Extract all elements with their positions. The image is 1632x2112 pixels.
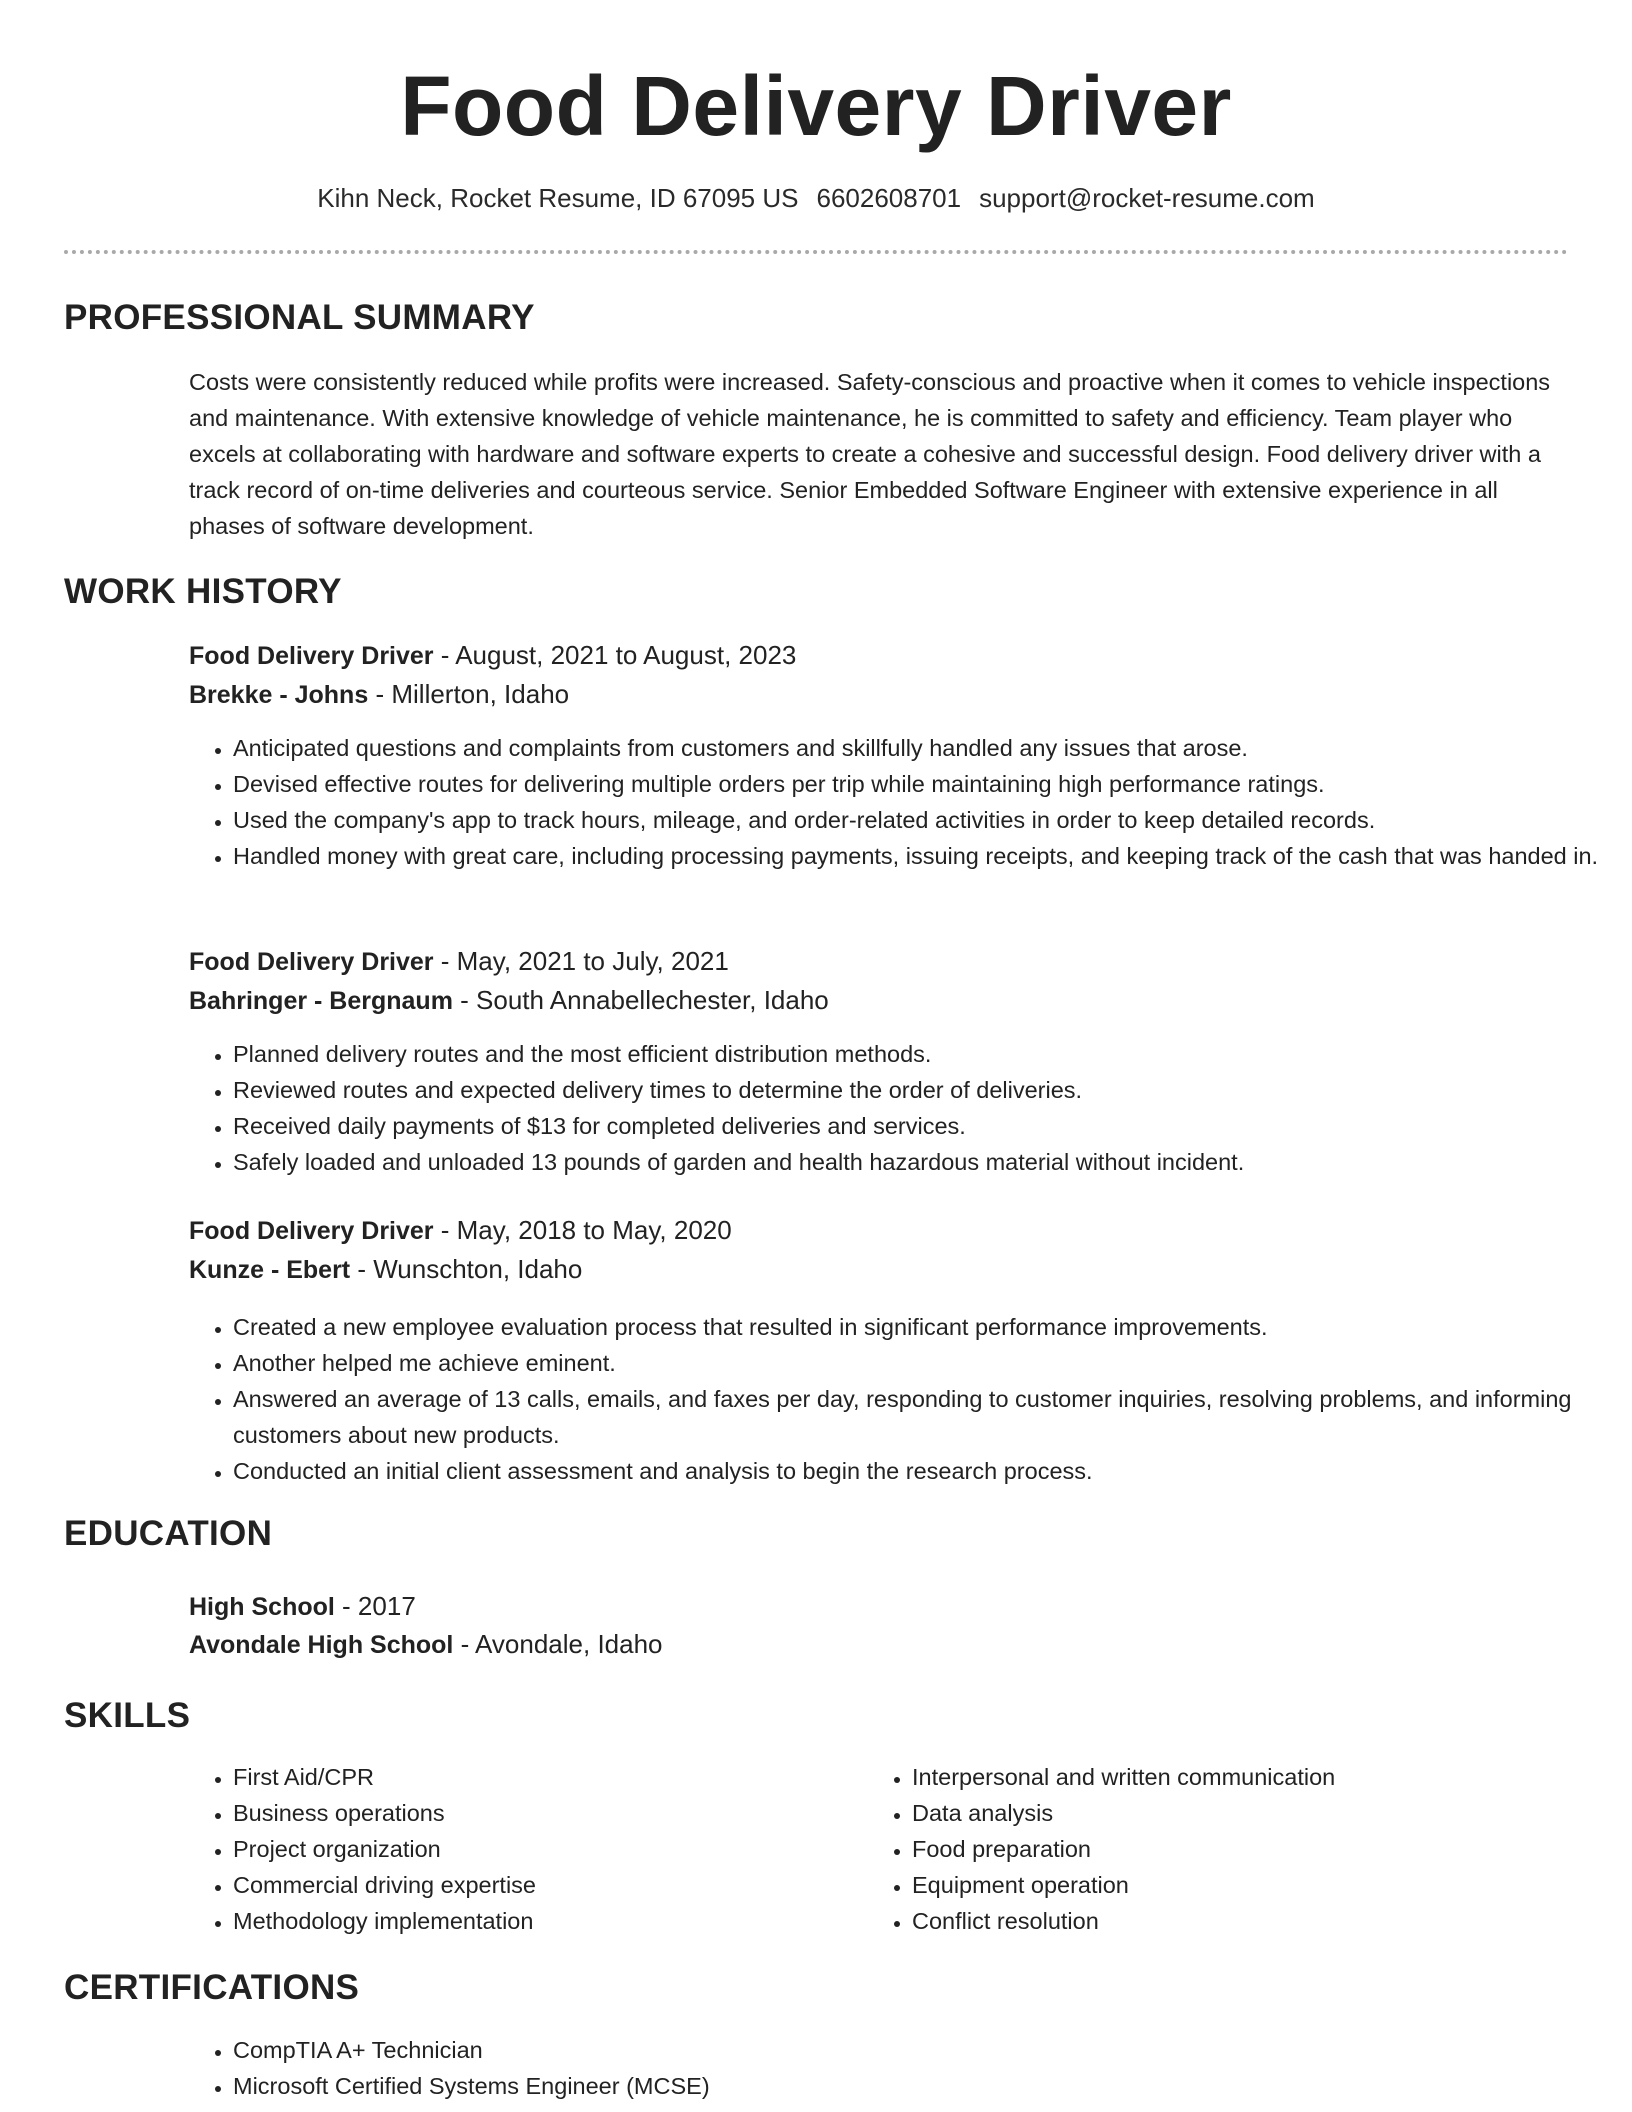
list-item: • Conflict resolution xyxy=(912,1903,1632,1939)
job-bullets xyxy=(189,1309,1618,1489)
job-bullets xyxy=(189,1036,1618,1180)
list-item: • Devised effective routes for delivering multiple orders per trip while maintaining high performance ratings. xyxy=(233,766,1618,802)
list-item: • Conducted an initial client assessment and analysis to begin the research process. xyxy=(233,1453,1618,1489)
certifications-list xyxy=(189,2032,1618,2104)
list-item: • Reviewed routes and expected delivery times to determine the order of deliveries. xyxy=(233,1072,1618,1108)
list-item: • First Aid/CPR xyxy=(233,1759,1618,1795)
list-item: • Created a new employee evaluation process that resulted in significant performance improvements. xyxy=(233,1309,1618,1345)
list-item: • Handled money with great care, including processing payments, issuing receipts, and keeping track of the cash that was handed in. xyxy=(233,838,1618,874)
contact-email: support@rocket-resume.com xyxy=(979,183,1315,213)
list-item: • Received daily payments of $13 for completed deliveries and services. xyxy=(233,1108,1618,1144)
job-company: Bahringer - Bergnaum xyxy=(189,987,453,1015)
list-item: • Data analysis xyxy=(912,1795,1632,1831)
job-company: Kunze - Ebert xyxy=(189,1256,351,1284)
section-title-skills: SKILLS xyxy=(64,1696,191,1735)
list-item: • Interpersonal and written communication xyxy=(912,1759,1632,1795)
list-item: • Business operations xyxy=(233,1795,1618,1831)
job-dates: - August, 2021 to August, 2023 xyxy=(433,640,797,670)
list-item: • Equipment operation xyxy=(912,1867,1632,1903)
skills-list-right xyxy=(868,1759,1632,1939)
candidate-name: Food Delivery Driver xyxy=(400,59,1232,153)
job-dates: - May, 2018 to May, 2020 xyxy=(433,1215,732,1245)
list-item: • Project organization xyxy=(233,1831,1618,1867)
list-item: • Food preparation xyxy=(912,1831,1632,1867)
list-item: • CompTIA A+ Technician xyxy=(233,2032,1618,2068)
contact-line xyxy=(0,180,1632,216)
education-school: Avondale High School xyxy=(189,1631,454,1659)
job-location: - Wunschton, Idaho xyxy=(350,1254,583,1284)
list-item: • Answered an average of 13 calls, emails, and faxes per day, responding to customer inquiries, resolving problems, and informing customers about new products. xyxy=(233,1381,1618,1453)
list-item: • Microsoft Certified Systems Engineer (MCSE) xyxy=(233,2068,1618,2104)
section-title-education: EDUCATION xyxy=(64,1514,273,1553)
job-role: Food Delivery Driver xyxy=(189,1217,434,1245)
education-location: - Avondale, Idaho xyxy=(453,1629,663,1659)
education-year: - 2017 xyxy=(334,1591,416,1621)
job-role: Food Delivery Driver xyxy=(189,948,434,976)
job-role: Food Delivery Driver xyxy=(189,642,434,670)
list-item: • Used the company's app to track hours, mileage, and order-related activities in order to keep detailed records. xyxy=(233,802,1618,838)
job-title-line xyxy=(189,1211,732,1250)
section-title-certifications: CERTIFICATIONS xyxy=(64,1968,360,2007)
header-divider xyxy=(64,250,1568,254)
job-location: - South Annabellechester, Idaho xyxy=(452,985,829,1015)
section-title-work-history: WORK HISTORY xyxy=(64,572,342,611)
list-item: • Planned delivery routes and the most efficient distribution methods. xyxy=(233,1036,1618,1072)
list-item: • Commercial driving expertise xyxy=(233,1867,1618,1903)
contact-phone: 6602608701 xyxy=(816,183,962,213)
job-company-line xyxy=(189,675,569,714)
contact-address: Kihn Neck, Rocket Resume, ID 67095 US xyxy=(317,183,799,213)
summary-text: Costs were consistently reduced while profits were increased. Safety-conscious and proactive when it comes to vehicle inspections and maintenance. With extensive knowledge of vehicle maintenance, he is committed to safety and efficiency. Team player who excels at collaborating with hardware and software experts to create a cohesive and successful design. Food delivery driver with a track record of on-time deliveries and courteous service. Senior Embedded Software Engineer with extensive experience in all phases of software development. xyxy=(189,369,1551,539)
section-title-summary: PROFESSIONAL SUMMARY xyxy=(64,298,535,337)
list-item: • Methodology implementation xyxy=(233,1903,1618,1939)
job-company-line xyxy=(189,981,829,1020)
education-degree: High School xyxy=(189,1593,335,1621)
education-degree-line xyxy=(189,1587,416,1626)
job-company-line xyxy=(189,1250,582,1289)
job-location: - Millerton, Idaho xyxy=(368,679,570,709)
list-item: • Safely loaded and unloaded 13 pounds of garden and health hazardous material without incident. xyxy=(233,1144,1618,1180)
list-item: • Another helped me achieve eminent. xyxy=(233,1345,1618,1381)
education-school-line xyxy=(189,1625,663,1664)
job-title-line xyxy=(189,636,796,675)
list-item: • Anticipated questions and complaints from customers and skillfully handled any issues that arose. xyxy=(233,730,1618,766)
job-bullets xyxy=(189,730,1618,874)
job-dates: - May, 2021 to July, 2021 xyxy=(433,946,729,976)
job-title-line xyxy=(189,942,729,981)
job-company: Brekke - Johns xyxy=(189,681,369,709)
